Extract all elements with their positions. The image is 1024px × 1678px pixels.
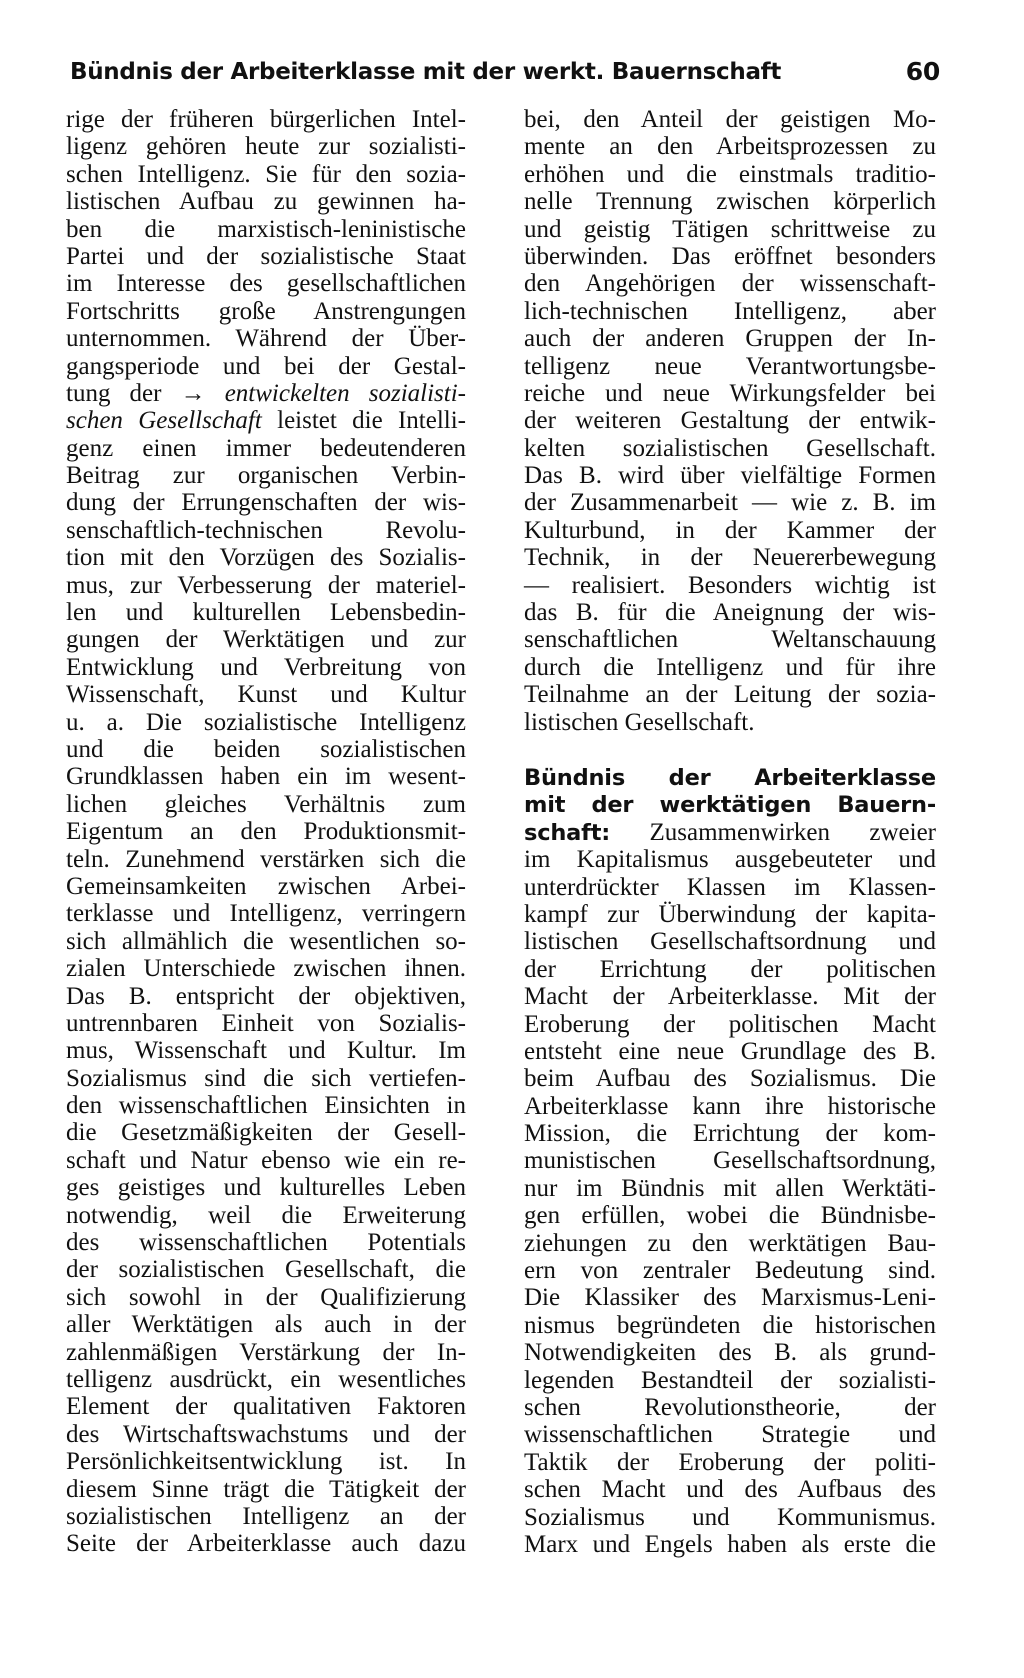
text-line: erhöhen und die einstmals traditio- (524, 160, 936, 188)
page-number: 60 (905, 57, 940, 86)
entry-headword-line (524, 791, 936, 818)
entry-headword: Bündnis der Arbeiterklasse (524, 764, 936, 791)
text-line: teln. Zunehmend verstärken sich die (66, 845, 466, 873)
text-line: zahlenmäßigen Verstärkung der In- (66, 1338, 466, 1366)
text-line: Taktik der Eroberung der politi- (524, 1448, 936, 1476)
text-line: entsteht eine neue Grundlage des B. (524, 1037, 936, 1065)
text-line: Element der qualitativen Faktoren (66, 1393, 466, 1421)
text-line: Das B. wird über vielfältige Formen (524, 462, 936, 490)
text-line: ziehungen zu den werktätigen Bau- (524, 1229, 936, 1257)
text-line: Grundklassen haben ein im wesent- (66, 763, 466, 791)
running-head (70, 52, 940, 92)
text-line: telligenz ausdrückt, ein wesentliches (66, 1365, 466, 1393)
text-line: notwendig, weil die Erweiterung (66, 1201, 466, 1229)
text-line: listischen Gesellschaftsordnung und (524, 928, 936, 956)
text-line: sich allmählich die wesentlichen so- (66, 927, 466, 955)
text-line: Eroberung der politischen Macht (524, 1010, 936, 1038)
text-line: u. a. Die sozialistische Intelligenz (66, 708, 466, 736)
text-line: munistischen Gesellschaftsordnung, (524, 1147, 936, 1175)
entry-headword-line (524, 764, 936, 791)
text-line: ges geistiges und kulturelles Leben (66, 1174, 466, 1202)
text-line: — realisiert. Besonders wichtig ist (524, 571, 936, 599)
text-line: rige der früheren bürgerlichen Intel- (66, 106, 466, 133)
text-line-with-reference (66, 380, 466, 407)
text-line: Teilnahme an der Leitung der sozia- (524, 681, 936, 709)
text-line: im Interesse des gesellschaftlichen (66, 270, 466, 298)
cross-reference-link-cont[interactable]: schen Gesellschaft (66, 407, 262, 435)
text-line: Kulturbund, in der Kammer der (524, 516, 936, 544)
text-line: die Gesetzmäßigkeiten der Gesell- (66, 1119, 466, 1147)
text-line: schen Macht und des Aufbaus des (524, 1476, 936, 1504)
text-line: und geistig Tätigen schrittweise zu (524, 215, 936, 243)
text-line: nur im Bündnis mit allen Werktäti- (524, 1174, 936, 1202)
text-line: den wissenschaftlichen Einsichten in (66, 1092, 466, 1120)
text-line: kampf zur Überwindung der kapita- (524, 900, 936, 928)
text-line: ern von zentraler Bedeutung sind. (524, 1257, 936, 1285)
text-line: der weiteren Gestaltung der entwik- (524, 407, 936, 435)
text-line: nismus begründeten die historischen (524, 1311, 936, 1339)
text-line: beim Aufbau des Sozialismus. Die (524, 1065, 936, 1093)
paragraph-gap (524, 736, 936, 764)
text-line: Technik, in der Neuererbewegung (524, 544, 936, 572)
text-line: Notwendigkeiten des B. als grund- (524, 1339, 936, 1367)
text-line: im Kapitalismus ausgebeuteter und (524, 846, 936, 874)
text-line: diesem Sinne trägt die Tätigkeit der (66, 1475, 466, 1503)
text-line: Beitrag zur organischen Verbin- (66, 462, 466, 490)
text-line: schaft und Natur ebenso wie ein re- (66, 1146, 466, 1174)
text-line: sich sowohl in der Qualifizierung (66, 1283, 466, 1311)
text-line: überwinden. Das eröffnet besonders (524, 242, 936, 270)
text-line: auch der anderen Gruppen der In- (524, 325, 936, 353)
text-line: senschaftlich-technischen Revolu- (66, 516, 466, 544)
entry-headword: schaft: (524, 819, 611, 846)
text-line: reiche und neue Wirkungsfelder bei (524, 379, 936, 407)
text-line: ben die marxistisch-leninistische (66, 215, 466, 243)
text-line: Gemeinsamkeiten zwischen Arbei- (66, 872, 466, 900)
text-line: Persönlichkeitsentwicklung ist. In (66, 1448, 466, 1476)
text-line: schen Intelligenz. Sie für den sozia- (66, 160, 466, 188)
entry-headword: mit der werktätigen Bauern- (524, 792, 936, 819)
text-line: des Wirtschaftswachstums und der (66, 1420, 466, 1448)
text-line: sozialistischen Intelligenz an der (66, 1502, 466, 1530)
cross-reference-link-cont[interactable]: sozialisti- (368, 379, 467, 407)
text-line: mente an den Arbeitsprozessen zu (524, 133, 936, 161)
text-line: gungen der Werktätigen und zur (66, 626, 466, 654)
text-line: tion mit den Vorzügen des Sozialis- (66, 544, 466, 572)
text-line: aller Werktätigen als auch in der (66, 1311, 466, 1339)
text-line: Arbeiterklasse kann ihre historische (524, 1092, 936, 1120)
text-line: Wissenschaft, Kunst und Kultur (66, 681, 466, 709)
text-line: mus, zur Verbesserung der materiel- (66, 571, 466, 599)
text-line: Das B. entspricht der objektiven, (66, 982, 466, 1010)
text-line: dung der Errungenschaften der wis- (66, 489, 466, 517)
text-line: mus, Wissenschaft und Kultur. Im (66, 1037, 466, 1065)
text-fragment: leistet die Intelli- (277, 407, 467, 435)
text-line: und die beiden sozialistischen (66, 735, 466, 763)
text-line: len und kulturellen Lebensbedin- (66, 599, 466, 627)
text-line: legenden Bestandteil der sozialisti- (524, 1366, 936, 1394)
text-line: kelten sozialistischen Gesellschaft. (524, 434, 936, 462)
text-line: der sozialistischen Gesellschaft, die (66, 1256, 466, 1284)
text-line: Entwicklung und Verbreitung von (66, 653, 466, 681)
text-line: Macht der Arbeiterklasse. Mit der (524, 983, 936, 1011)
running-title: Bündnis der Arbeiterklasse mit der werkt. Bauernschaft (70, 59, 782, 85)
text-line: lich-technischen Intelligenz, aber (524, 297, 936, 325)
text-line-with-reference (66, 407, 466, 434)
text-line: bei, den Anteil der geistigen Mo- (524, 106, 936, 133)
left-column (66, 106, 466, 1558)
text-line: des wissenschaftlichen Potentials (66, 1229, 466, 1257)
text-line: telligenz neue Verantwortungsbe- (524, 352, 936, 380)
text-fragment: Zusammenwirken zweier (649, 818, 937, 846)
text-line: den Angehörigen der wissenschaft- (524, 270, 936, 298)
text-line: Sozialismus sind die sich vertiefen- (66, 1064, 466, 1092)
text-line: gen erfüllen, wobei die Bündnisbe- (524, 1202, 936, 1230)
text-line: schen Revolutionstheorie, der (524, 1393, 936, 1421)
text-line: Eigentum an den Produktionsmit- (66, 818, 466, 846)
text-line: nelle Trennung zwischen körperlich (524, 188, 936, 216)
text-line: zialen Unterschiede zwischen ihnen. (66, 955, 466, 983)
entry-headword-line (524, 819, 936, 846)
text-line: listischen Aufbau zu gewinnen ha- (66, 188, 466, 216)
text-line: senschaftlichen Weltanschauung (524, 626, 936, 654)
text-line: das B. für die Aneignung der wis- (524, 599, 936, 627)
text-line: wissenschaftlichen Strategie und (524, 1421, 936, 1449)
right-column (524, 106, 936, 1558)
text-line: Sozialismus und Kommunismus. (524, 1503, 936, 1531)
text-line: durch die Intelligenz und für ihre (524, 653, 936, 681)
text-line: terklasse und Intelligenz, verringern (66, 900, 466, 928)
text-line: lichen gleiches Verhältnis zum (66, 790, 466, 818)
text-line: untrennbaren Einheit von Sozialis- (66, 1009, 466, 1037)
cross-reference-link[interactable]: entwickelten (224, 379, 350, 407)
text-line: Fortschritts große Anstrengungen (66, 297, 466, 325)
text-line: der Errichtung der politischen (524, 955, 936, 983)
text-fragment: tung der (66, 379, 162, 407)
cross-reference-arrow-icon: → (180, 379, 206, 407)
text-line: genz einen immer bedeutenderen (66, 434, 466, 462)
text-line: Marx und Engels haben als erste die (524, 1530, 936, 1558)
text-line: Partei und der sozialistische Staat (66, 242, 466, 270)
text-line: Mission, die Errichtung der kom- (524, 1120, 936, 1148)
text-line: gangsperiode und bei der Gestal- (66, 352, 466, 380)
text-line: unternommen. Während der Über- (66, 325, 466, 353)
text-line: ligenz gehören heute zur sozialisti- (66, 133, 466, 161)
text-line: der Zusammenarbeit — wie z. B. im (524, 489, 936, 517)
text-line: unterdrückter Klassen im Klassen- (524, 873, 936, 901)
text-line: Seite der Arbeiterklasse auch dazu (66, 1530, 466, 1558)
text-line: Die Klassiker des Marxismus-Leni- (524, 1284, 936, 1312)
text-line: listischen Gesellschaft. (524, 708, 755, 736)
